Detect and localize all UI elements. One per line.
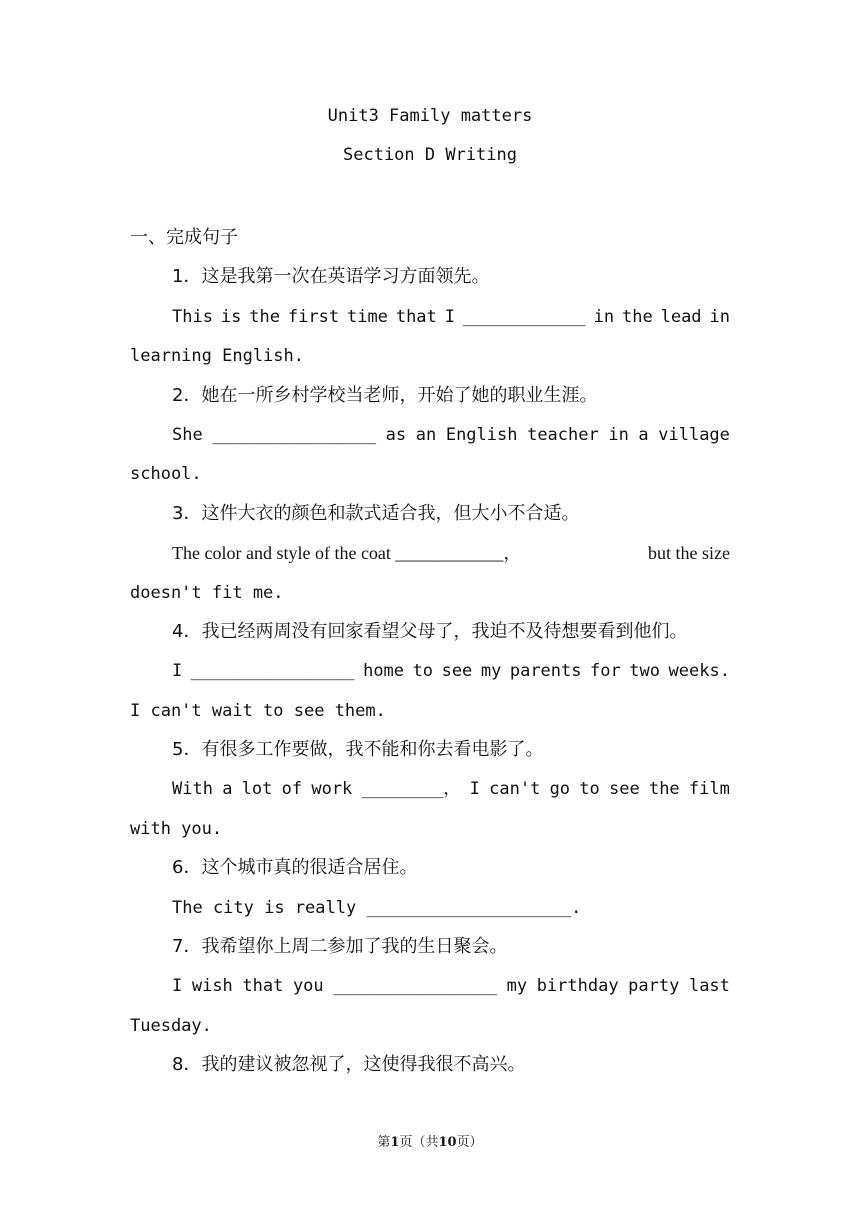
- question-chinese: 5．有很多工作要做，我不能和你去看电影了。: [172, 739, 544, 761]
- question-chinese: 8．我的建议被忽视了，这使得我很不高兴。: [172, 1054, 526, 1076]
- word: for: [590, 661, 621, 682]
- question-english-line: [130, 538, 730, 577]
- question-english-continuation: with you.: [130, 818, 223, 839]
- question-chinese: 1．这是我第一次在英语学习方面领先。: [172, 266, 490, 288]
- word: home: [363, 661, 405, 682]
- word: that: [395, 306, 437, 327]
- question-english-continuation: doesn't fit me.: [130, 582, 284, 603]
- word: my: [506, 976, 528, 997]
- word: my: [480, 661, 502, 682]
- word: of: [281, 779, 303, 800]
- answer-blank: ________________: [212, 424, 377, 445]
- question-english-line: [130, 656, 730, 695]
- question-english-continuation: Tuesday.: [130, 1015, 212, 1036]
- word: English: [445, 424, 518, 445]
- question-english-line: [130, 893, 730, 932]
- question-chinese: 2．她在一所乡村学校当老师，开始了她的职业生涯。: [172, 384, 598, 406]
- word: I: [469, 779, 480, 800]
- word: This: [172, 306, 213, 327]
- answer-blank: ________，: [361, 779, 461, 800]
- question-english-line: [130, 774, 730, 813]
- word: but the size: [648, 543, 730, 564]
- footer-suffix: 页）: [456, 1135, 483, 1150]
- word: in: [593, 306, 615, 327]
- question-english-line: [130, 971, 730, 1010]
- word: the: [249, 306, 280, 327]
- answer-blank: The color and style of the coat ____________，: [172, 543, 522, 564]
- word: as: [385, 424, 407, 445]
- word: can't: [489, 779, 541, 800]
- word: see: [441, 661, 473, 682]
- word: that: [242, 976, 284, 997]
- word: time: [346, 306, 388, 327]
- word: a: [638, 424, 649, 445]
- word: is: [220, 306, 242, 327]
- answer-blank: ________________: [190, 661, 355, 682]
- answer-blank: ________________: [333, 976, 498, 997]
- word: in: [709, 306, 730, 327]
- question-chinese: 4．我已经两周没有回家看望父母了，我迫不及待想要看到他们。: [172, 620, 688, 642]
- word: wish: [191, 976, 233, 997]
- word: to: [579, 779, 600, 800]
- word: I: [444, 306, 455, 327]
- word: She: [172, 424, 203, 445]
- word: birthday: [536, 976, 619, 997]
- answer-blank: ____________: [462, 306, 586, 327]
- question-english-continuation: I can't wait to see them.: [130, 700, 386, 721]
- document-title: Unit3 Family matters: [327, 106, 533, 126]
- word: you: [292, 976, 324, 997]
- word: I: [172, 976, 183, 997]
- question-english-line: [130, 302, 730, 341]
- word: last: [688, 976, 730, 997]
- word: lot: [241, 779, 273, 800]
- question-chinese: 3．这件大衣的颜色和款式适合我，但大小不合适。: [172, 502, 580, 524]
- footer-middle: 页（共: [399, 1135, 439, 1150]
- word: the: [621, 306, 653, 327]
- word: go: [549, 779, 571, 800]
- footer-page-number: 1: [390, 1135, 400, 1150]
- word: in: [608, 424, 629, 445]
- question-chinese: 7．我希望你上周二参加了我的生日聚会。: [172, 936, 508, 958]
- word: to: [412, 661, 434, 682]
- word: lead: [660, 306, 702, 327]
- word: I: [172, 661, 183, 682]
- word: see: [609, 779, 640, 800]
- footer-total-pages: 10: [438, 1135, 457, 1150]
- word: an: [415, 424, 437, 445]
- word: weeks.: [668, 661, 730, 682]
- footer-prefix: 第: [377, 1135, 391, 1150]
- word: first: [287, 306, 340, 327]
- exercise-content: [130, 223, 730, 1090]
- question-english-continuation: learning English.: [130, 346, 304, 367]
- question-chinese: 6．这个城市真的很适合居住。: [172, 857, 418, 879]
- answer-blank: The city is really ____________________.: [172, 897, 582, 918]
- word: parents: [509, 661, 582, 682]
- page-footer: [0, 1131, 860, 1150]
- word: two: [629, 661, 660, 682]
- word: film: [688, 779, 730, 800]
- word: village: [658, 424, 730, 445]
- question-english-line: [130, 420, 730, 459]
- word: the: [648, 779, 680, 800]
- question-english-continuation: school.: [130, 464, 202, 485]
- word: work: [311, 779, 353, 800]
- word: With: [172, 779, 213, 800]
- word: a: [222, 779, 233, 800]
- word: party: [628, 976, 680, 997]
- section-heading: 一、完成句子: [130, 227, 238, 248]
- document-subtitle: Section D Writing: [343, 145, 517, 165]
- word: teacher: [527, 424, 599, 445]
